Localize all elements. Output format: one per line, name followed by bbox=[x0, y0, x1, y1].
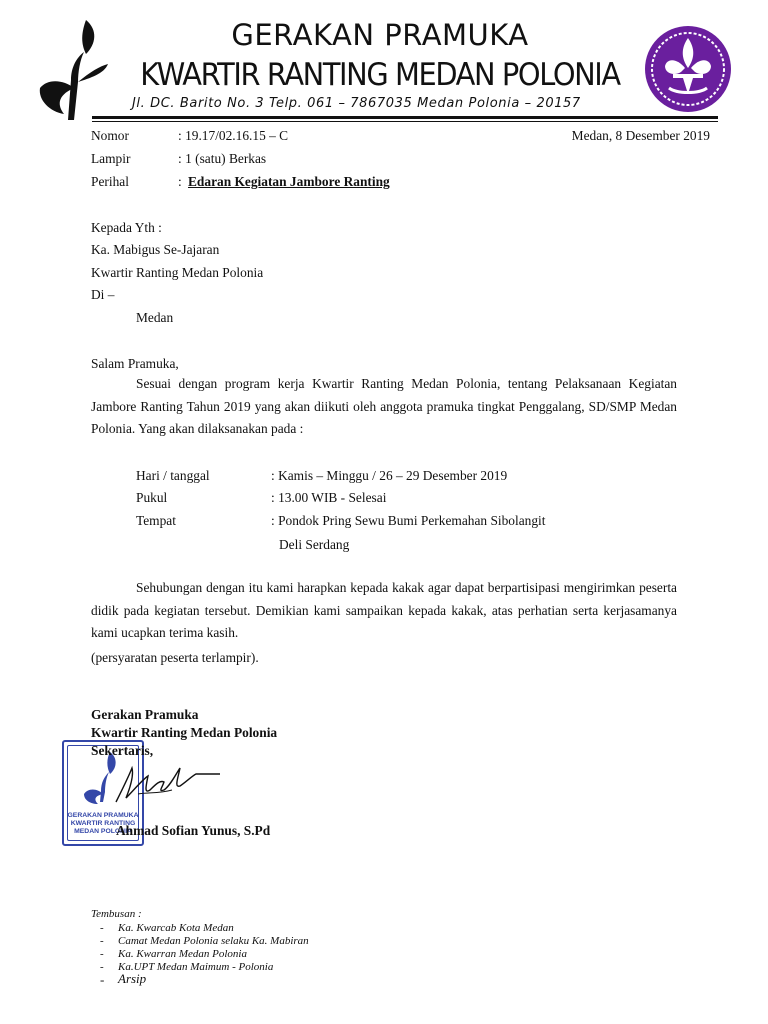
signatory-name: Ahmad Sofian Yunus, S.Pd bbox=[116, 823, 271, 838]
signature-org-2: Kwartir Ranting Medan Polonia bbox=[91, 725, 278, 740]
day-value: : Kamis – Minggu / 26 – 29 Desember 2019 bbox=[271, 468, 508, 483]
lampir-label: Lampir bbox=[91, 151, 131, 166]
stamp-line-1: GERAKAN PRAMUKA bbox=[67, 812, 139, 819]
cc-item: Camat Medan Polonia selaku Ka. Mabiran bbox=[118, 935, 309, 947]
org-address: Jl. DC. Barito No. 3 Telp. 061 – 7867035 Medan Polonia – 20157 bbox=[132, 96, 581, 111]
recipient-line-2: Ka. Mabigus Se-Jajaran bbox=[91, 242, 220, 257]
body-paragraph-1: Sesuai dengan program kerja Kwartir Ranting Medan Polonia, tentang Pelaksanaan Kegiatan Jambore Ranting Tahun 2019 yang akan diikuti oleh anggota pramuka tingkat Penggalang, SD/SMP Medan Polonia. Yang akan dilaksanakan pada : bbox=[91, 376, 677, 436]
recipient-line-4: Di – bbox=[91, 287, 115, 302]
greeting: Salam Pramuka, bbox=[91, 356, 179, 371]
nomor-label: Nomor bbox=[91, 128, 129, 143]
cc-item: Ka. Kwarcab Kota Medan bbox=[118, 922, 234, 934]
cc-dash: - bbox=[100, 972, 105, 987]
cc-dash: - bbox=[100, 922, 104, 934]
letterhead-rule-thin bbox=[92, 121, 718, 122]
attachment-note: (persyaratan peserta terlampir). bbox=[91, 650, 259, 665]
tunas-kelapa-logo-icon bbox=[34, 16, 114, 126]
org-name: GERAKAN PRAMUKA bbox=[231, 18, 529, 52]
perihal-colon: : bbox=[178, 174, 182, 189]
org-subname: KWARTIR RANTING MEDAN POLONIA bbox=[140, 57, 620, 93]
stamp-line-3: MEDAN POLONIA bbox=[74, 828, 132, 835]
lampir-value: : 1 (satu) Berkas bbox=[178, 151, 267, 166]
letterhead-rule-thick bbox=[92, 116, 718, 119]
signature-role: Sekertaris, bbox=[91, 743, 154, 758]
recipient-city: Medan bbox=[136, 310, 174, 325]
place-label: Tempat bbox=[136, 513, 176, 528]
scout-emblem-icon bbox=[643, 24, 733, 114]
time-label: Pukul bbox=[136, 490, 168, 505]
recipient-line-3: Kwartir Ranting Medan Polonia bbox=[91, 265, 264, 280]
nomor-value: : 19.17/02.16.15 – C bbox=[178, 128, 289, 143]
body-paragraph-2: Sehubungan dengan itu kami harapkan kepada kakak agar dapat berpartisipasi mengirimkan peserta didik pada kegiatan tersebut. Demikian kami sampaikan kepada kakak, atas perhatian serta kerjasamanya kami ucapkan terima kasih. bbox=[91, 580, 677, 640]
perihal-label: Perihal bbox=[91, 174, 129, 189]
cc-dash: - bbox=[100, 935, 104, 947]
perihal-value: Edaran Kegiatan Jambore Ranting bbox=[188, 174, 390, 189]
cc-title: Tembusan : bbox=[91, 908, 142, 920]
stamp-line-2: KWARTIR RANTING bbox=[70, 820, 136, 827]
cc-dash: - bbox=[100, 948, 104, 960]
day-label: Hari / tanggal bbox=[136, 468, 210, 483]
cc-dash: - bbox=[100, 961, 104, 973]
cc-item: Ka.UPT Medan Maimum - Polonia bbox=[118, 961, 274, 973]
signature-org-1: Gerakan Pramuka bbox=[91, 707, 199, 722]
place-value-2: Deli Serdang bbox=[279, 537, 350, 552]
handwritten-signature bbox=[108, 754, 228, 814]
place-value: : Pondok Pring Sewu Bumi Perkemahan Sibolangit bbox=[271, 513, 546, 528]
place-date: Medan, 8 Desember 2019 bbox=[571, 128, 710, 143]
time-value: : 13.00 WIB - Selesai bbox=[271, 490, 387, 505]
cc-item: Ka. Kwarran Medan Polonia bbox=[118, 948, 247, 960]
cc-item: Arsip bbox=[118, 971, 147, 986]
recipient-line-1: Kepada Yth : bbox=[91, 220, 162, 235]
